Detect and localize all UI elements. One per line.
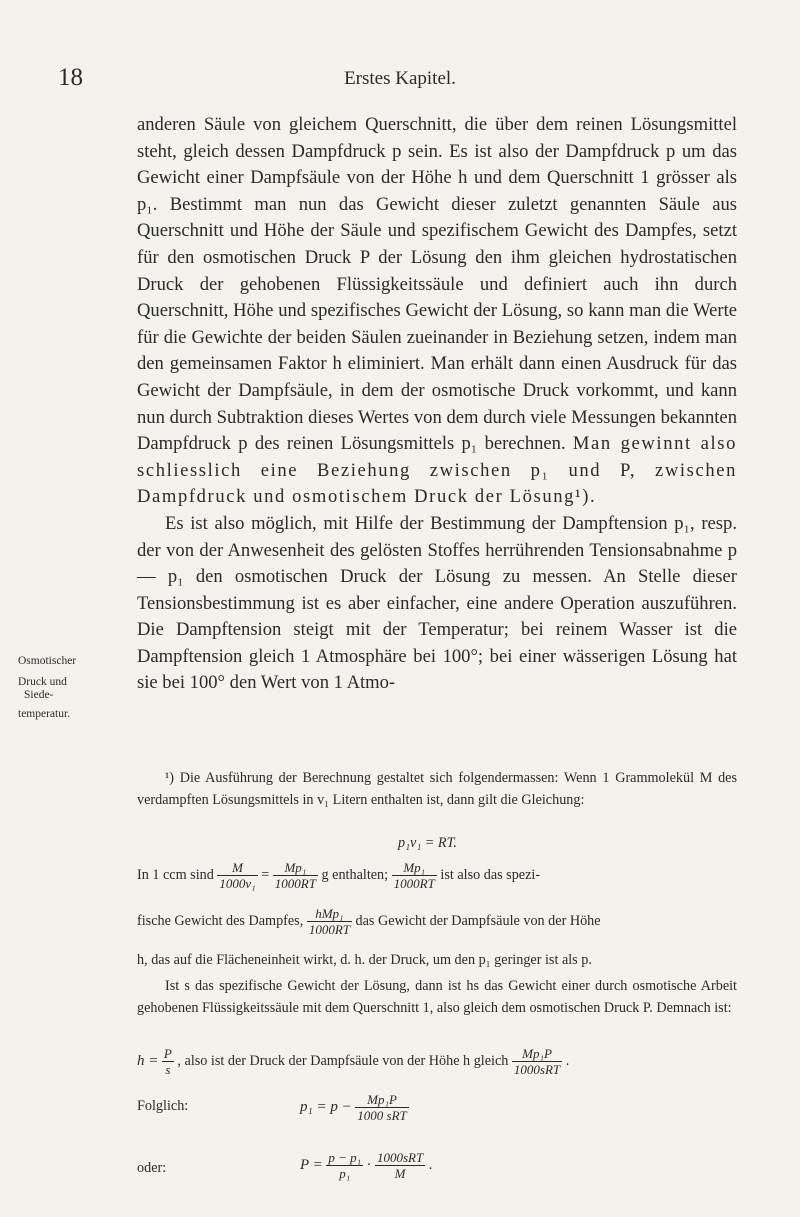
folglich-label: Folglich: (137, 1098, 189, 1114)
main-text (137, 112, 737, 697)
page-number: 18 (58, 64, 83, 91)
footnote-line-3 (137, 906, 737, 937)
fraction (375, 1150, 425, 1181)
denominator: M (394, 1166, 406, 1181)
footnote-line-4 (137, 949, 737, 971)
text: P = (300, 1156, 323, 1173)
numerator: Mp₁P (512, 1046, 562, 1062)
numerator: Mp₁P (355, 1092, 408, 1108)
text: ist also das spezi- (440, 866, 541, 883)
text: g enthalten; (321, 866, 389, 883)
sidenote (18, 651, 130, 725)
sidenote-line: Siede- (24, 689, 54, 701)
text: das Gewicht der Dampfsäule von der Höhe (355, 912, 601, 929)
paragraph-1 (137, 112, 737, 511)
sidenote-line: Osmotischer (18, 655, 77, 667)
numerator: hMp₁ (307, 906, 352, 922)
oder-label: oder: (137, 1160, 167, 1176)
fraction (512, 1046, 562, 1077)
denominator: 1000v₁ (219, 876, 256, 891)
numerator: Mp₁ (273, 860, 318, 876)
footnote-line-2 (137, 860, 737, 891)
equation-1: p₁v₁ = RT. (398, 835, 457, 851)
text: fische Gewicht des Dampfes, (137, 912, 304, 929)
text: In 1 ccm sind (137, 866, 214, 883)
text: . (565, 1052, 570, 1069)
text: p₁ = p − (300, 1098, 352, 1115)
numerator: P (163, 1046, 172, 1061)
period: . (428, 1156, 433, 1173)
equals: = (261, 866, 270, 883)
sidenote-line: Druck und (18, 676, 67, 688)
text: , also ist der Druck der Dampfsäule von der Höhe h gleich (177, 1052, 509, 1069)
fraction (307, 906, 352, 937)
fraction (217, 860, 257, 891)
footnote-intro (137, 767, 737, 811)
fraction (162, 1046, 174, 1077)
dot: · (366, 1156, 372, 1173)
footnote-intro-text: ¹) Die Ausführung der Berechnung gestaltet sich folgendermassen: Wenn 1 Grammolekül M des verdampften Lösungsmittels in v₁ Litern enthalten ist, dann gilt die Gleichung: (137, 770, 737, 808)
running-title: Erstes Kapitel. (344, 68, 456, 89)
fraction (392, 860, 437, 891)
text: h, das auf die Flächeneinheit wirkt, d. h. der Druck, um den p₁ geringer ist als p. (137, 952, 592, 968)
numerator: M (217, 860, 257, 876)
denominator: 1000 sRT (357, 1108, 407, 1123)
equation-2 (300, 1092, 409, 1123)
numerator: p − p₁ (328, 1150, 362, 1165)
fraction (273, 860, 318, 891)
paragraph-1-spaced: Man gewinnt also schliesslich eine Beziehung zwischen p₁ und P, zwischen Dampfdruck und osmotischem Druck der Lösung¹). (137, 433, 737, 508)
text: h = (137, 1052, 159, 1069)
equation-3 (300, 1150, 432, 1181)
denominator: 1000RT (274, 876, 316, 891)
footnote-line-5 (137, 975, 737, 1019)
numerator: Mp₁ (392, 860, 437, 876)
paragraph-1-text: anderen Säule von gleichem Querschnitt, die über dem reinen Lösungsmittel steht, gleich dessen Dampfdruck p sein. Es ist also der Dampfdruck p um das Gewicht einer Dampfsäule von der Höhe h und dem Querschnitt 1 grösser als p₁. Bestimmt man nun das Gewicht dieser zuletzt genannten Säule aus Querschnitt und Höhe der Säule und spezifischem Gewicht des Dampfes, setzt für den osmotischen Druck P der Lösung den ihm gleichen hydrostatischen Druck der gehobenen Flüssigkeitssäule und definiert auch ihn durch Querschnitt, Höhe und spezifisches Gewicht der Lösung, so kann man die Werte für die Gewichte der beiden Säulen zueinander in Beziehung setzen, indem man den gemeinsamen Faktor h eliminiert. Man erhält dann einen Ausdruck für das Gewicht der Dampfsäule, in dem der osmotische Druck vorkommt, und kann nun durch Subtraktion dieses Wertes von dem durch viele Messungen bekannten Dampfdruck p des reinen Lösungsmittels p₁ berechnen. (137, 114, 737, 455)
text: Ist s das spezifische Gewicht der Lösung, dann ist hs das Gewicht einer durch osmotische Arbeit gehobenen Flüssigkeitssäule mit dem Querschnitt 1, also gleich dem osmotischen Druck P. Demnach ist: (137, 978, 737, 1016)
denominator: 1000sRT (513, 1062, 561, 1077)
numerator: 1000sRT (376, 1150, 424, 1165)
fraction (326, 1150, 363, 1181)
denominator: 1000RT (308, 922, 350, 937)
sidenote-line: temperatur. (18, 708, 71, 720)
denominator: 1000RT (393, 876, 435, 891)
denominator: p₁ (339, 1166, 351, 1181)
fraction (355, 1092, 408, 1123)
footnote-line-6 (137, 1046, 737, 1077)
denominator: s (165, 1062, 171, 1077)
paragraph-2: Es ist also möglich, mit Hilfe der Bestimmung der Dampftension p₁, resp. der von der Anwesenheit des gelösten Stoffes herrührenden Tensionsabnahme p — p₁ den osmotischen Druck der Lösung zu messen. An Stelle dieser Tensionsbestimmung ist es aber einfacher, eine andere Operation auszuführen. Die Dampftension steigt mit der Temperatur; bei reinem Wasser ist die Dampftension gleich 1 Atmosphäre bei 100°; bei einer wässerigen Lösung hat sie bei 100° den Wert von 1 Atmo- (137, 512, 737, 694)
